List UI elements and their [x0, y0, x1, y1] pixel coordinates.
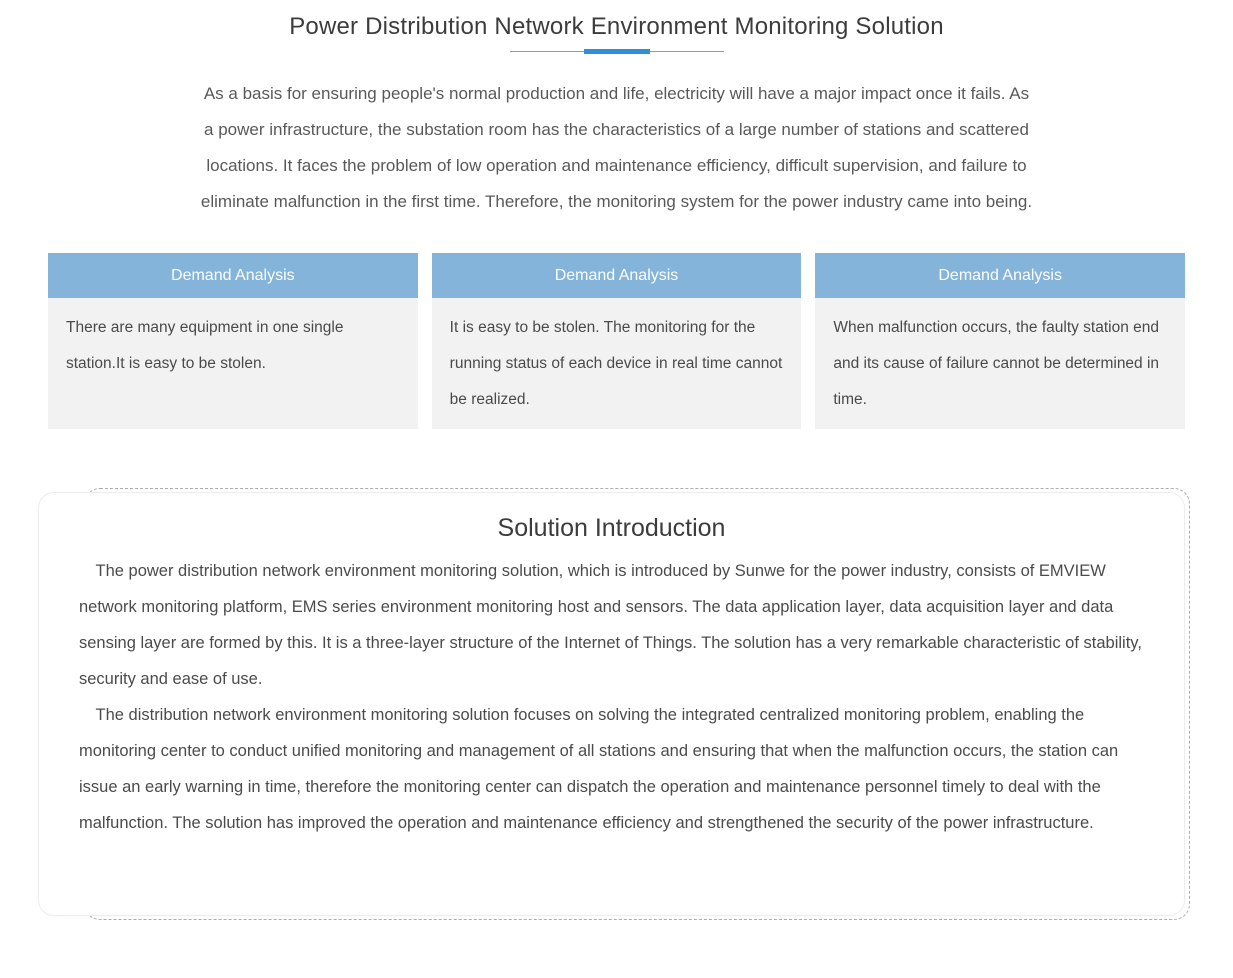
demand-card-2-header: Demand Analysis [432, 253, 802, 298]
demand-card-2-body: It is easy to be stolen. The monitoring for the running status of each device in real time cannot be realized. [432, 298, 802, 429]
solution-section [38, 492, 1185, 916]
solution-title: Solution Introduction [497, 514, 726, 542]
demand-card-3 [815, 253, 1185, 429]
demand-card-3-body: When malfunction occurs, the faulty station end and its cause of failure cannot be determined in time. [815, 298, 1185, 429]
demand-card-1-header: Demand Analysis [48, 253, 418, 298]
page-header [0, 0, 1233, 220]
demand-card-3-header: Demand Analysis [815, 253, 1185, 298]
intro-paragraph: As a basis for ensuring people's normal production and life, electricity will have a major impact once it fails. As a power infrastructure, the substation room has the characteristics of a large number of stations and scattered locations. It faces the problem of low operation and maintenance efficiency, difficult supervision, and failure to eliminate malfunction in the first time. Therefore, the monitoring system for the power industry came into being. [200, 84, 1033, 211]
demand-card-1 [48, 253, 418, 429]
solution-card [38, 492, 1185, 916]
solution-paragraph-2: The distribution network environment monitoring solution focuses on solving the integrated centralized monitoring problem, enabling the monitoring center to conduct unified monitoring and management of all stations and ensuring that when the malfunction occurs, the station can issue an early warning in time, therefore the monitoring center can dispatch the operation and maintenance personnel timely to deal with the malfunction. The solution has improved the operation and maintenance efficiency and strengthened the security of the power infrastructure. [79, 706, 1119, 832]
solution-paragraph-1: The power distribution network environment monitoring solution, which is introduced by Sunwe for the power industry, consists of EMVIEW network monitoring platform, EMS series environment monitoring host and sensors. The data application layer, data acquisition layer and data sensing layer are formed by this. It is a three-layer structure of the Internet of Things. The solution has a very remarkable characteristic of stability, security and ease of use. [79, 562, 1142, 688]
demand-card-1-body: There are many equipment in one single station.It is easy to be stolen. [48, 298, 418, 429]
demand-analysis-section [48, 253, 1185, 429]
demand-card-2 [432, 253, 802, 429]
title-underline-accent [584, 49, 650, 54]
title-underline [510, 51, 724, 52]
page-title: Power Distribution Network Environment Monitoring Solution [289, 13, 944, 40]
